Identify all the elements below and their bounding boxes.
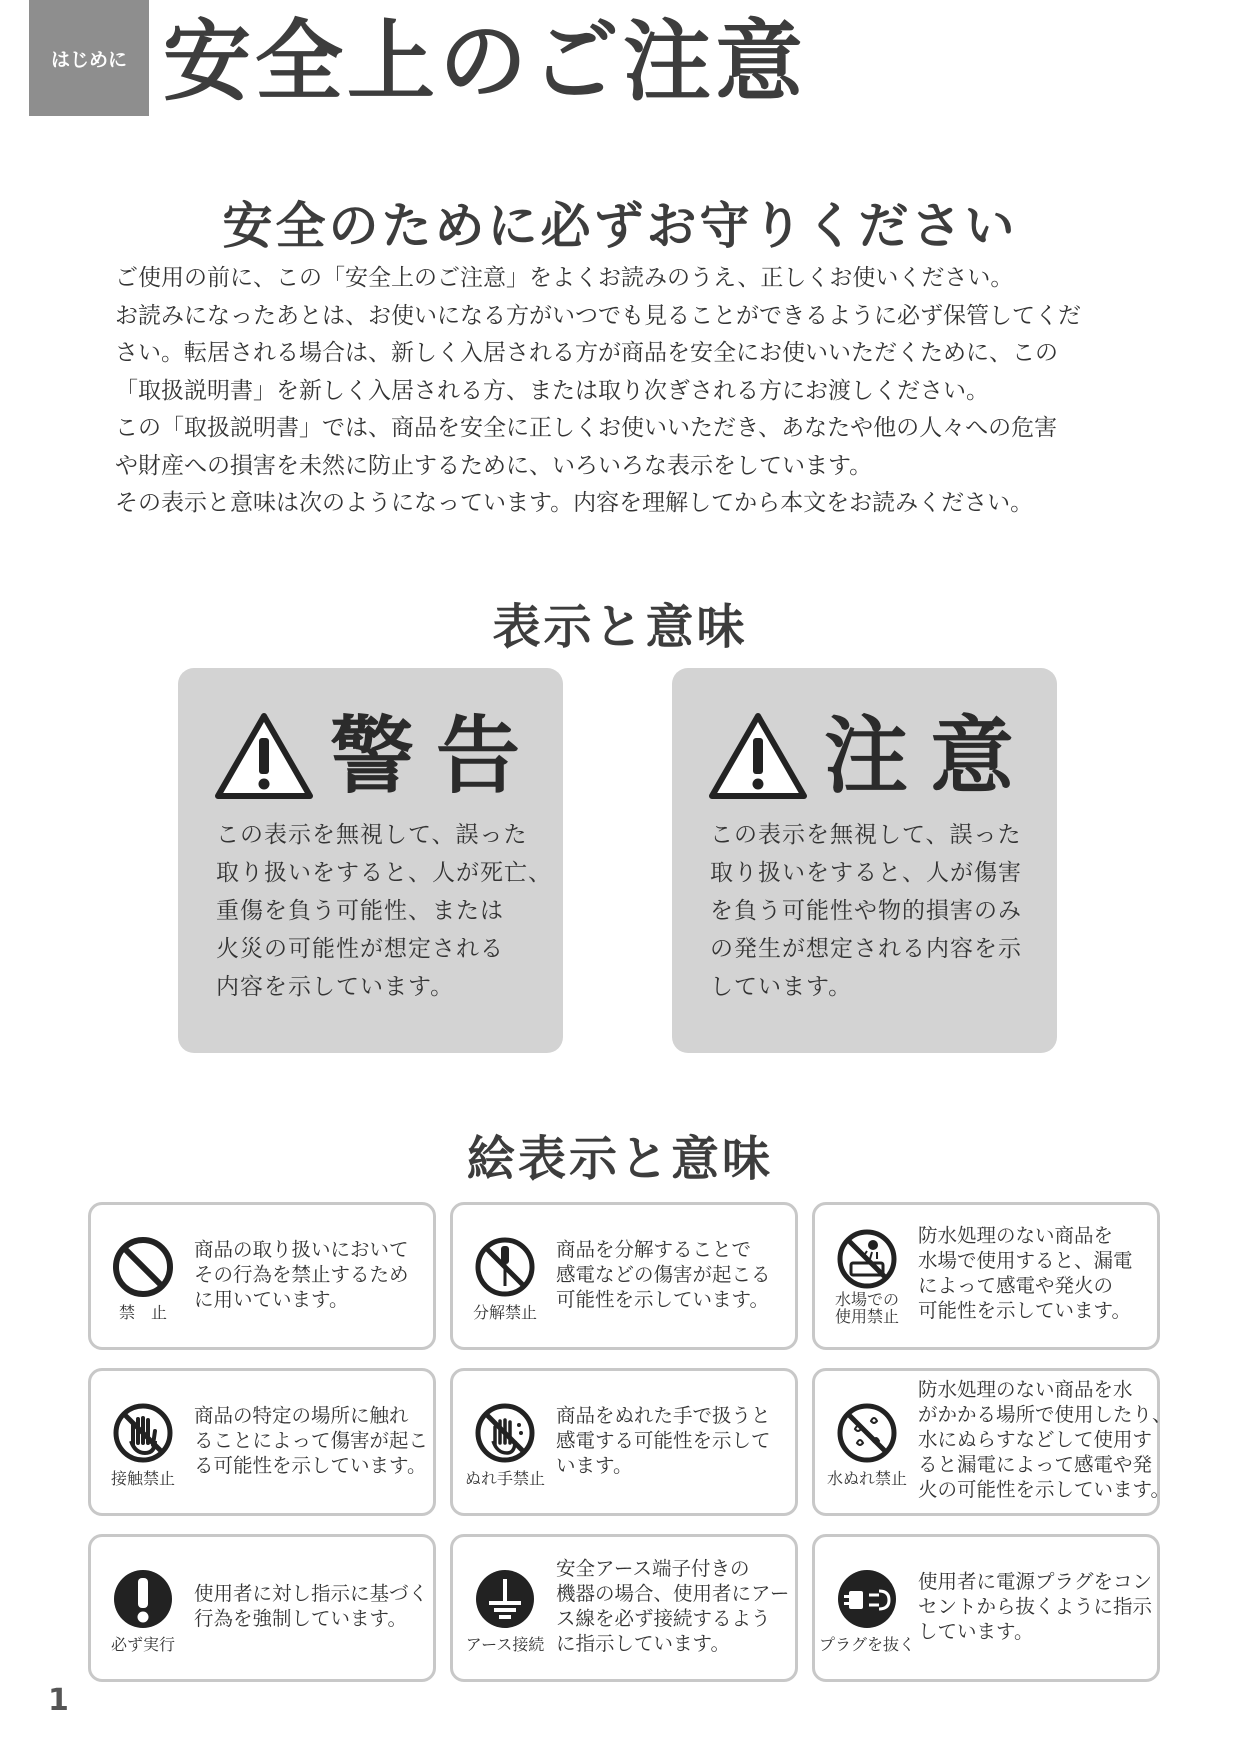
warning-description [216,816,552,1006]
intro-line: さい。転居される場合は、新しく入居される方が商品を安全にお使いいただくために、この [115,340,1058,366]
pictogram-label: アース接続 [465,1635,545,1654]
caution-description [710,816,1040,1006]
caution-word: 注意 [824,707,1037,805]
desc-line: セントから抜くように指示 [918,1595,1153,1618]
desc-line: る可能性を示しています。 [194,1454,427,1477]
intro-line: この「取扱説明書」では、商品を安全に正しくお使いいただき、あなたや他の人々への危害 [115,415,1058,441]
warning-line: この表示を無視して、誤った [216,822,528,848]
no-disassembly-icon [473,1235,537,1299]
desc-line: 商品の特定の場所に触れ [194,1404,409,1427]
meaning-heading: 表示と意味 [492,599,748,655]
desc-line: ス線を必ず接続するよう [556,1607,771,1630]
pictogram-no-wet-hands [450,1368,798,1516]
pictogram-label: ぬれ手禁止 [464,1469,545,1488]
pictogram-unplug [812,1534,1160,1682]
desc-line: 水場で使用すると、漏電 [918,1249,1133,1272]
intro-line: 「取扱説明書」を新しく入居される方、または取り次ぎされる方にお渡しください。 [115,377,989,404]
desc-line: 商品をぬれた手で扱うと [556,1404,771,1427]
pictogram-label: 禁 止 [118,1303,167,1322]
pictogram-heading: 絵表示と意味 [466,1131,773,1187]
unplug-icon [835,1567,899,1631]
page-title: 安全上のご注意 [163,10,808,113]
desc-line: に指示しています。 [556,1632,730,1655]
safety-heading: 安全のために必ずお守りください [222,197,1018,255]
intro-paragraph [115,260,1145,523]
no-wet-hands-icon [473,1401,537,1465]
desc-line: に用いています。 [194,1288,349,1311]
pictogram-description [556,1237,796,1312]
pictogram-mandatory [88,1534,436,1682]
caution-line: 取り扱いをすると、人が傷害 [710,860,1022,886]
desc-line: 防水処理のない商品を [918,1224,1114,1247]
pictogram-label: プラグを抜く [818,1635,915,1654]
keep-dry-icon [835,1401,899,1465]
desc-line: 使用者に対し指示に基づく [194,1582,429,1605]
desc-line: 可能性を示しています。 [556,1288,769,1311]
warning-line: 火災の可能性が想定される [216,936,504,962]
pictogram-ground [450,1534,798,1682]
warning-line: 取り扱いをすると、人が死亡、 [216,860,552,886]
desc-line: 感電する可能性を示して [556,1429,771,1452]
warning-triangle-icon [214,712,314,800]
desc-line: がかかる場所で使用したり、 [918,1403,1172,1426]
ground-connection-icon [473,1567,537,1631]
desc-line: 使用者に電源プラグをコン [918,1570,1153,1593]
pictogram-prohibition [88,1202,436,1350]
desc-line: 機器の場合、使用者にアー [556,1582,790,1605]
caution-triangle-icon [708,712,808,800]
pictogram-description [194,1403,434,1478]
warning-line: 重傷を負う可能性、または [216,898,504,924]
page-number: 1 [48,1683,69,1718]
desc-line: 商品の取り扱いにおいて [194,1238,409,1261]
pictogram-description [918,1377,1172,1502]
warning-word: 警告 [330,707,543,805]
pictogram-label: 必ず実行 [110,1635,175,1654]
pictogram-description [918,1223,1158,1323]
label-line: 使用禁止 [834,1307,899,1326]
pictogram-description [194,1237,434,1312]
desc-line: その行為を禁止するため [194,1263,409,1286]
chapter-tab: はじめに [29,0,149,116]
pictogram-description [556,1403,796,1478]
intro-line: その表示と意味は次のようになっています。内容を理解してから本文をお読みください。 [115,490,1034,516]
pictogram-description [918,1569,1158,1644]
desc-line: によって感電や発火の [918,1274,1114,1297]
desc-line: 火の可能性を示しています。 [918,1478,1170,1501]
warning-box [178,668,563,1053]
desc-line: 商品を分解することで [556,1238,752,1261]
warning-line: 内容を示しています。 [216,974,455,1000]
pictogram-label: 接触禁止 [110,1469,175,1488]
desc-line: ることによって傷害が起こ [194,1429,429,1452]
caution-line: しています。 [710,974,853,1000]
pictogram-label: 分解禁止 [472,1303,537,1322]
desc-line: 可能性を示しています。 [918,1299,1131,1322]
caution-line: の発生が想定される内容を示 [710,936,1022,962]
intro-line: や財産への損害を未然に防止するために、いろいろな表示をしています。 [115,452,873,479]
intro-line: ご使用の前に、この「安全上のご注意」をよくお読みのうえ、正しくお使いください。 [115,265,1014,291]
pictogram-label [817,1291,917,1325]
desc-line: 安全アース端子付きの [556,1557,750,1580]
prohibition-icon [111,1235,175,1299]
desc-line: います。 [556,1454,633,1477]
pictogram-no-touch [88,1368,436,1516]
desc-line: 行為を強制しています。 [194,1607,407,1630]
no-touch-icon [111,1401,175,1465]
pictogram-description [556,1556,796,1656]
desc-line: ると漏電によって感電や発 [918,1453,1153,1476]
desc-line: しています。 [918,1620,1034,1643]
desc-line: 感電などの傷害が起こる [556,1263,771,1286]
pictogram-label: 水ぬれ禁止 [826,1469,907,1488]
pictogram-keep-dry [812,1368,1172,1516]
label-line: 水場での [834,1290,899,1309]
caution-line: この表示を無視して、誤った [710,822,1022,848]
pictogram-description [194,1581,434,1631]
pictogram-no-disassembly [450,1202,798,1350]
desc-line: 水にぬらすなどして使用す [918,1428,1153,1451]
caution-box [672,668,1057,1053]
mandatory-action-icon [111,1567,175,1631]
pictogram-no-wet-area [812,1202,1160,1350]
no-use-in-wet-area-icon [835,1227,899,1291]
intro-line: お読みになったあとは、お使いになる方がいつでも見ることができるように必ず保管してくだ [115,302,1081,329]
caution-line: を負う可能性や物的損害のみ [710,898,1022,924]
desc-line: 防水処理のない商品を水 [918,1378,1133,1401]
